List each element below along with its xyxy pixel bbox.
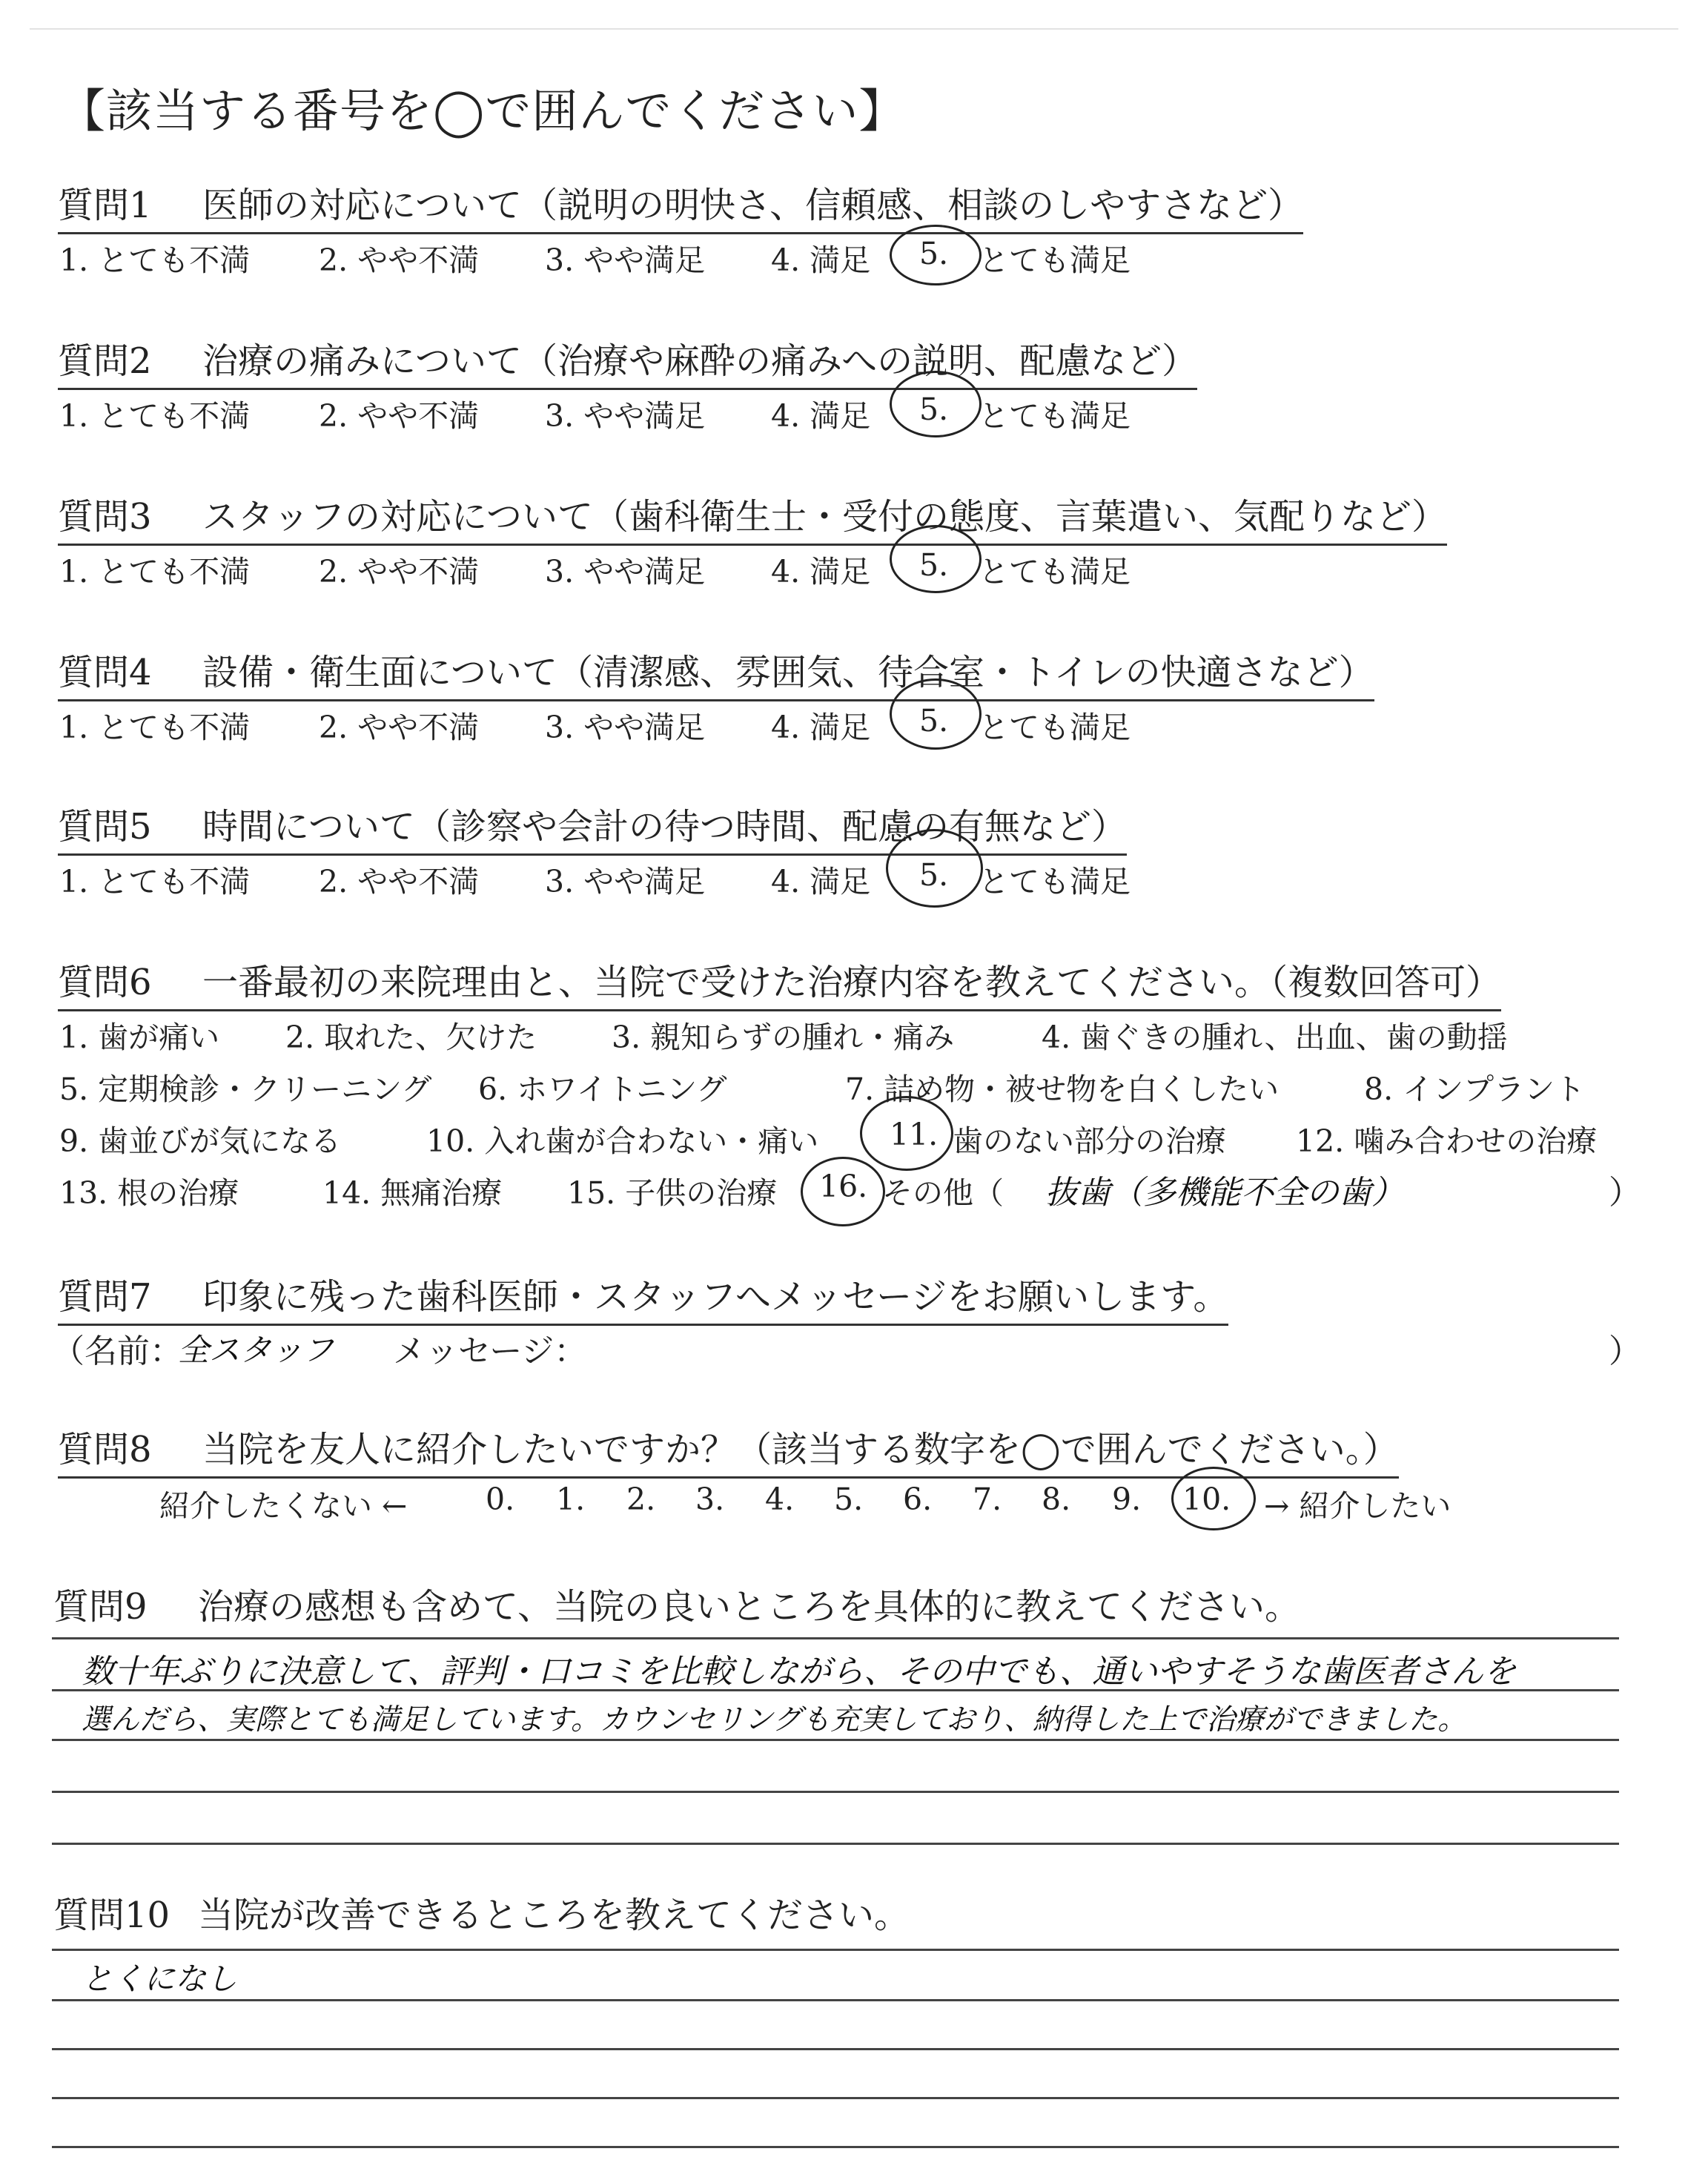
question-text: 時間について（診察や会計の待つ時間、配慮の有無など）: [202, 806, 1128, 848]
question-2: [58, 332, 1197, 390]
question-7: [58, 1268, 1228, 1326]
q8-option-5[interactable]: 5.: [834, 1482, 864, 1517]
q8-option-1[interactable]: 1.: [556, 1482, 586, 1517]
page-top-border: [30, 28, 1678, 30]
q5-option-2[interactable]: 2. やや不満: [319, 864, 480, 899]
q6-option-14[interactable]: 14. 無痛治療: [322, 1175, 503, 1211]
answer-line: [52, 2146, 1619, 2148]
q6-answer-circle-11: [860, 1096, 953, 1171]
q8-scale-right-label: → 紹介したい: [1264, 1488, 1452, 1524]
q3-option-5[interactable]: 5.: [919, 547, 949, 583]
question-6: [58, 954, 1501, 1011]
q8-option-2[interactable]: 2.: [626, 1482, 656, 1517]
q6-other-handwritten[interactable]: 抜歯（多機能不全の歯）: [1045, 1174, 1404, 1212]
q1-answer-circle: [890, 225, 982, 285]
answer-line: [52, 2048, 1619, 2050]
answer-line: [52, 1689, 1619, 1691]
q6-option-6[interactable]: 6. ホワイトニング: [478, 1071, 727, 1107]
question-text: 治療の痛みについて（治療や麻酔の痛みへの説明、配慮など）: [202, 340, 1198, 382]
q4-option-2[interactable]: 2. やや不満: [319, 710, 480, 745]
q8-option-4[interactable]: 4.: [765, 1482, 795, 1517]
question-text: 設備・衛生面について（清潔感、雰囲気、待合室・トイレの快適さなど）: [202, 652, 1374, 693]
q1-option-5[interactable]: 5.: [919, 236, 949, 271]
q6-option-10[interactable]: 10. 入れ歯が合わない・痛い: [426, 1123, 819, 1159]
question-text: 当院が改善できるところを教えてください。: [198, 1895, 910, 1936]
q6-option-11[interactable]: 11.: [890, 1117, 939, 1152]
question-number: 質問1: [58, 185, 152, 226]
answer-line: [52, 1843, 1619, 1845]
q2-option-5-label: とても満足: [979, 398, 1131, 434]
question-text: 治療の感想も含めて、当院の良いところを具体的に教えてください。: [198, 1586, 1301, 1628]
q5-option-5-label: とても満足: [979, 864, 1131, 899]
q8-option-0[interactable]: 0.: [486, 1482, 515, 1517]
q3-option-3[interactable]: 3. やや満足: [545, 554, 706, 589]
q9-answer-line-1[interactable]: 数十年ぶりに決意して、評判・口コミを比較しながら、その中でも、通いやすそうな歯医者さんを: [82, 1653, 1517, 1691]
answer-line: [52, 1999, 1619, 2001]
question-number: 質問8: [58, 1429, 152, 1470]
q9-answer-line-2[interactable]: 選んだら、実際とても満足しています。カウンセリングも充実しており、納得した上で治療ができました。: [82, 1703, 1467, 1737]
q4-option-5[interactable]: 5.: [919, 703, 949, 739]
q1-option-5-label: とても満足: [979, 242, 1131, 278]
q2-option-3[interactable]: 3. やや満足: [545, 398, 706, 434]
form-header: 【該当する番号を◯で囲んでください】: [59, 84, 906, 138]
answer-line: [52, 1791, 1619, 1793]
q6-option-16-label: その他（: [882, 1175, 1004, 1211]
q4-option-5-label: とても満足: [979, 710, 1131, 745]
q3-answer-circle: [890, 525, 982, 593]
q5-option-4[interactable]: 4. 満足: [771, 864, 871, 899]
q7-message-label: メッセージ：: [393, 1332, 587, 1370]
q4-option-3[interactable]: 3. やや満足: [545, 710, 706, 745]
q2-option-5[interactable]: 5.: [919, 392, 949, 427]
q6-option-1[interactable]: 1. 歯が痛い: [59, 1020, 220, 1055]
q8-option-9[interactable]: 9.: [1112, 1482, 1142, 1517]
question-number: 質問10: [53, 1895, 171, 1936]
answer-line: [52, 1949, 1619, 1951]
q5-option-5[interactable]: 5.: [919, 857, 949, 893]
question-text: 印象に残った歯科医師・スタッフへメッセージをお願いします。: [202, 1276, 1229, 1318]
q8-option-7[interactable]: 7.: [973, 1482, 1002, 1517]
q6-option-9[interactable]: 9. 歯並びが気になる: [59, 1123, 342, 1159]
question-number: 質問9: [53, 1586, 148, 1628]
q6-option-16[interactable]: 16.: [819, 1169, 868, 1204]
answer-line: [52, 1739, 1619, 1741]
question-number: 質問6: [58, 962, 152, 1003]
q1-option-4[interactable]: 4. 満足: [771, 242, 871, 278]
question-text: 一番最初の来院理由と、当院で受けた治療内容を教えてください。（複数回答可）: [202, 962, 1502, 1003]
q3-option-2[interactable]: 2. やや不満: [319, 554, 480, 589]
q8-option-6[interactable]: 6.: [903, 1482, 933, 1517]
q8-scale-left-label: 紹介したくない ←: [159, 1488, 408, 1524]
q7-close-paren: ）: [1609, 1332, 1641, 1370]
q2-answer-circle: [890, 371, 982, 437]
answer-line: [52, 1637, 1619, 1639]
q5-option-1[interactable]: 1. とても不満: [59, 864, 251, 899]
question-1: [58, 176, 1303, 234]
q4-answer-circle: [890, 678, 982, 750]
q2-option-1[interactable]: 1. とても不満: [59, 398, 251, 434]
question-9: [53, 1578, 1300, 1629]
q1-option-1[interactable]: 1. とても不満: [59, 242, 251, 278]
question-number: 質問3: [58, 496, 152, 538]
q6-option-5[interactable]: 5. 定期検診・クリーニング: [59, 1071, 432, 1107]
q6-option-15[interactable]: 15. 子供の治療: [567, 1175, 778, 1211]
q3-option-4[interactable]: 4. 満足: [771, 554, 871, 589]
question-text: 医師の対応について（説明の明快さ、信頼感、相談のしやすさなど）: [202, 185, 1304, 226]
question-number: 質問4: [58, 652, 152, 693]
q6-option-7[interactable]: 7. 詰め物・被せ物を白くしたい: [845, 1071, 1280, 1107]
q1-option-2[interactable]: 2. やや不満: [319, 242, 480, 278]
q6-option-3[interactable]: 3. 親知らずの腫れ・痛み: [612, 1020, 955, 1055]
q6-option-12[interactable]: 12. 噛み合わせの治療: [1296, 1123, 1598, 1159]
q5-answer-circle: [886, 829, 983, 908]
question-text: 当院を友人に紹介したいですか？（該当する数字を◯で囲んでください。）: [202, 1429, 1399, 1470]
answer-line: [52, 2097, 1619, 2099]
question-number: 質問7: [58, 1276, 152, 1318]
q2-option-4[interactable]: 4. 満足: [771, 398, 871, 434]
q6-option-2[interactable]: 2. 取れた、欠けた: [285, 1020, 537, 1055]
question-3: [58, 488, 1447, 546]
q6-other-close-paren: ）: [1609, 1174, 1641, 1212]
q4-option-4[interactable]: 4. 満足: [771, 710, 871, 745]
q5-option-3[interactable]: 3. やや満足: [545, 864, 706, 899]
q6-option-11-label: 歯のない部分の治療: [953, 1123, 1226, 1159]
q6-answer-circle-16: [801, 1157, 885, 1226]
q3-option-5-label: とても満足: [979, 554, 1131, 589]
q8-option-10[interactable]: 10.: [1182, 1482, 1231, 1517]
question-text: スタッフの対応について（歯科衛生士・受付の態度、言葉遣い、気配りなど）: [202, 496, 1448, 538]
q1-option-3[interactable]: 3. やや満足: [545, 242, 706, 278]
question-10: [53, 1886, 910, 1938]
q8-answer-circle: [1171, 1467, 1256, 1530]
q6-option-4[interactable]: 4. 歯ぐきの腫れ、出血、歯の動揺: [1042, 1020, 1508, 1055]
question-4: [58, 644, 1374, 701]
q8-option-8[interactable]: 8.: [1042, 1482, 1071, 1517]
q7-name-label: （名前：: [52, 1332, 182, 1370]
q8-option-3[interactable]: 3.: [695, 1482, 725, 1517]
q6-option-13[interactable]: 13. 根の治療: [59, 1175, 239, 1211]
question-number: 質問5: [58, 806, 152, 848]
q3-option-1[interactable]: 1. とても不満: [59, 554, 251, 589]
q7-name-value[interactable]: 全スタッフ: [178, 1332, 334, 1368]
q2-option-2[interactable]: 2. やや不満: [319, 398, 480, 434]
q6-option-8[interactable]: 8. インプラント: [1364, 1071, 1586, 1107]
q10-answer[interactable]: とくになし: [82, 1961, 238, 1997]
q4-option-1[interactable]: 1. とても不満: [59, 710, 251, 745]
question-number: 質問2: [58, 340, 152, 382]
